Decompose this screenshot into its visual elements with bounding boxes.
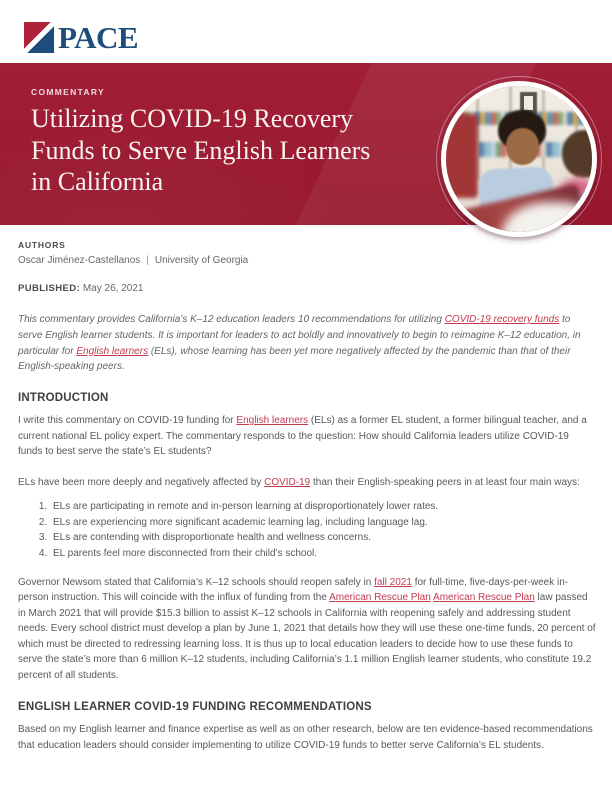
kicker-label: COMMENTARY [31,87,105,97]
inline-link[interactable]: American Rescue Plan [433,592,535,604]
title-banner [0,63,612,225]
intro-paragraph-1: I write this commentary on COVID-19 funding for English learners (ELs) as a former EL student, a former bilingual teacher, and a current national EL policy expert. The commentary responds to the question: How should California leaders utilize COVID-19 funds to best serve the state’s EL students? [18,415,587,458]
inline-link[interactable]: American Rescue Plan [329,592,431,604]
pace-logo-icon [24,22,54,53]
published-label: PUBLISHED: [18,283,81,294]
author-affiliation: University of Georgia [154,255,249,266]
list-item: 4. EL parents feel more disconnected from their child’s school. [50,546,596,561]
intro-paragraph-3: Governor Newsom stated that California’s K–12 schools should reopen safely in fall 2021 for full-time, five-days-per-week in-person instruction. This will coincide with the influx of funding from the American Rescue Plan American Rescue Plan law passed in March 2021 that will provide $15.3 billion to assist K–12 schools in California with reopening safely and addressing student needs. Every school district must develop a plan by June 1, 2021 that details how they will use these one-time funds, 20 percent of which must be directed to redressing learning loss. It is thus up to local education leaders to decide how to use these funds to serve the state’s more than 6 million K–12 students, including California’s 1.1 million English learner students, who constitute 19.2 percent of all students. [18,576,596,681]
author-separator: | [146,255,149,266]
photo-foreground-blur [502,202,592,232]
page-title-line-2: Funds to Serve English Learners [31,135,371,165]
photo-picture-frame [520,92,537,114]
recommendations-heading: ENGLISH LEARNER COVID-19 FUNDING RECOMMENDATIONS [18,701,372,714]
list-item: 1. ELs are participating in remote and in-person learning at disproportionately lower rates. [50,499,596,514]
author-name: Oscar Jiménez-Castellanos [18,255,141,266]
photo-child-right [562,130,592,178]
page-title-line-1: Utilizing COVID-19 Recovery [31,104,354,133]
banner-photo-image [446,86,592,232]
inline-link[interactable]: English learners [236,415,309,427]
inline-link[interactable]: COVID-19 recovery funds [444,314,560,325]
photo-boy-face [506,128,539,165]
photo-books-row [450,142,590,157]
el-impact-list [18,499,596,561]
document-body [0,225,612,753]
list-item: 3. ELs are contending with disproportionate health and wellness concerns. [50,530,596,545]
pace-logo-text: PACE [58,20,139,55]
inline-link[interactable]: COVID-19 [264,476,311,488]
banner-photo [441,81,597,237]
inline-link[interactable]: English learners [76,345,149,357]
photo-open-book [446,183,587,232]
authors-label: AUTHORS [18,240,66,250]
page-header [0,0,612,63]
author-line [18,255,596,266]
abstract-paragraph: This commentary provides California’s K–12 education leaders 10 recommendations for utilizing COVID-19 recovery funds to serve English learner students. It is important for leaders to act boldly and innovatively to begin to reimagine K–12 education, in particular for English learners (ELs), whose learning has been yet more negatively affected by the pandemic than that of their English-speaking peers. [18,314,581,373]
list-item: 2. ELs are experiencing more significant academic learning lag, including language lag. [50,515,596,530]
recommendations-paragraph: Based on my English learner and finance expertise as well as on other research, below are ten evidence-based recommendations that education leaders should consider implementing to utilize COVID-19 funds to better serve California’s EL students. [18,724,593,751]
introduction-heading: INTRODUCTION [18,392,109,405]
pace-logo [24,22,138,53]
photo-boy-shirt [478,166,555,232]
photo-bookshelf [446,86,592,179]
published-line [18,283,596,294]
published-date: May 26, 2021 [82,283,144,294]
photo-picture-frame-inner [524,96,533,110]
photo-child-right-shirt [558,178,592,210]
page-title [31,103,370,198]
page-title-line-3: in California [31,167,164,196]
photo-books-row [454,112,586,125]
photo-boy-hair [498,110,546,150]
photo-red-shelf [446,114,478,198]
inline-link[interactable]: fall 2021 [374,576,412,588]
intro-paragraph-2: ELs have been more deeply and negatively affected by COVID-19 than their English-speaking peers in at least four main ways: [18,476,580,488]
